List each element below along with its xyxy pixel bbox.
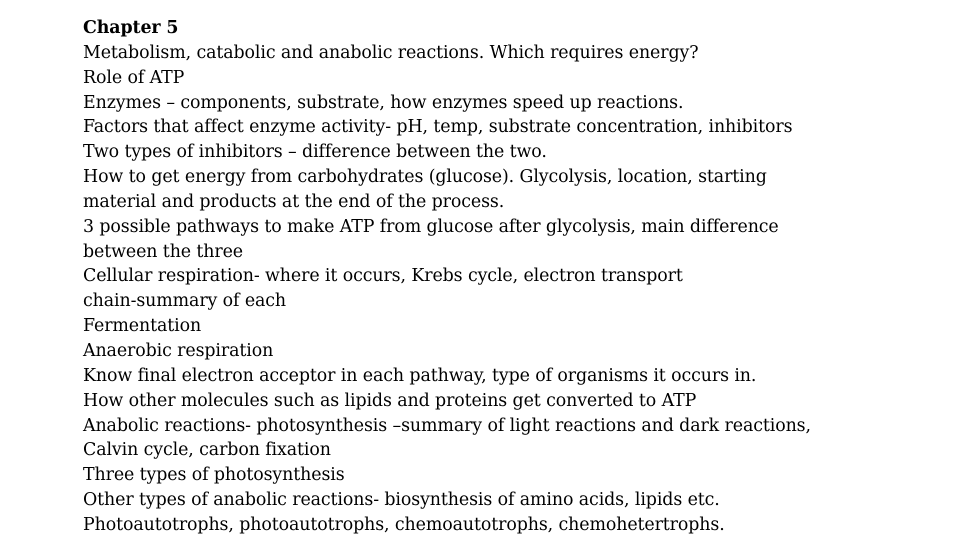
text-line: Know final electron acceptor in each pathway, type of organisms it occurs in.	[83, 365, 757, 386]
text-line: between the three	[83, 241, 244, 262]
text-line: material and products at the end of the process.	[83, 191, 505, 212]
text-line: Two types of inhibitors – difference between the two.	[83, 142, 547, 163]
text-line: How to get energy from carbohydrates (glucose). Glycolysis, location, starting	[83, 167, 767, 188]
text-body	[83, 16, 963, 538]
text-line: Calvin cycle, carbon fixation	[83, 440, 331, 461]
chapter-title: Chapter 5	[83, 18, 179, 38]
text-line: Three types of photosynthesis	[83, 465, 345, 486]
text-line: 3 possible pathways to make ATP from glucose after glycolysis, main difference	[83, 216, 779, 237]
text-line: Cellular respiration- where it occurs, Krebs cycle, electron transport	[83, 266, 683, 287]
text-line: Fermentation	[83, 316, 202, 337]
text-line: Photoautotrophs, photoautotrophs, chemoautotrophs, chemohetertrophs.	[83, 514, 725, 535]
text-line: Anaerobic respiration	[83, 340, 274, 361]
text-line: Factors that affect enzyme activity- pH, temp, substrate concentration, inhibitors	[83, 117, 793, 138]
text-line: Other types of anabolic reactions- biosynthesis of amino acids, lipids etc.	[83, 490, 720, 511]
text-line: Enzymes – components, substrate, how enzymes speed up reactions.	[83, 92, 684, 113]
text-line: Role of ATP	[83, 67, 185, 88]
text-line: Anabolic reactions- photosynthesis –summary of light reactions and dark reactions,	[83, 415, 811, 436]
text-line: Metabolism, catabolic and anabolic reactions. Which requires energy?	[83, 42, 699, 63]
text-line: chain-summary of each	[83, 291, 287, 312]
text-line: How other molecules such as lipids and proteins get converted to ATP	[83, 390, 697, 411]
